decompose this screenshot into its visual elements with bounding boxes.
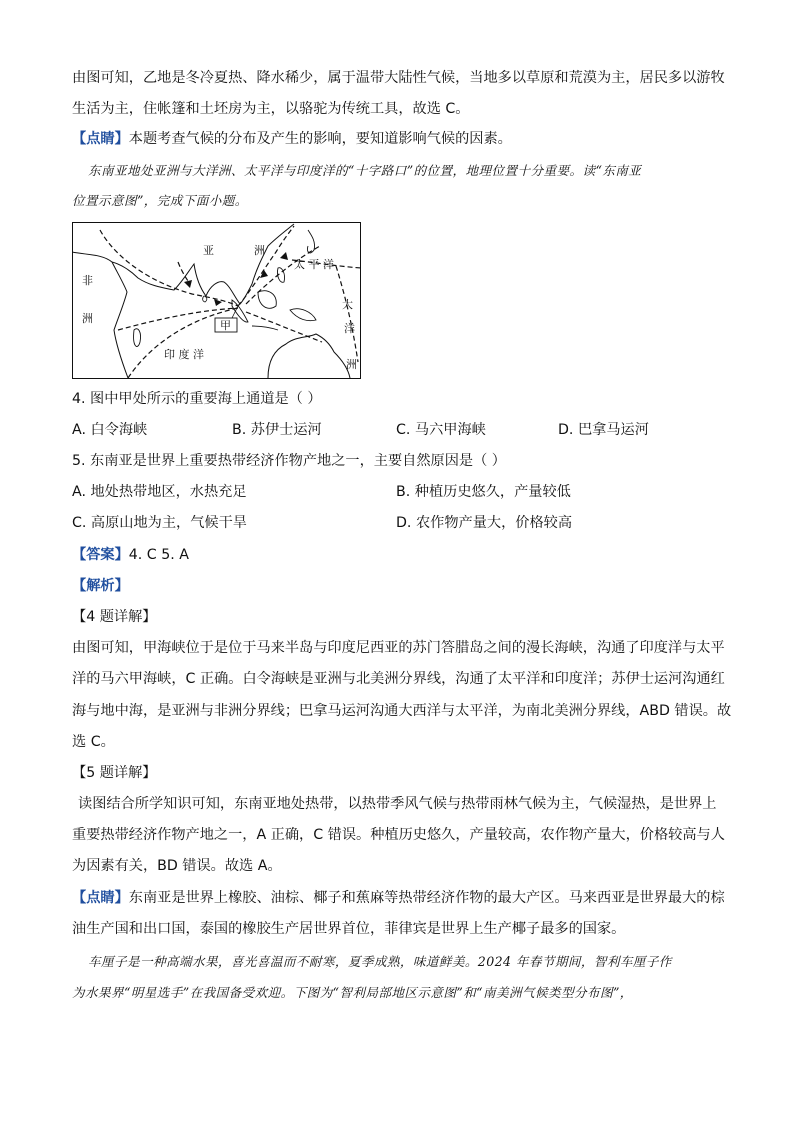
answer-text: 4. C 5. A: [128, 547, 189, 563]
label-africa-2: 洲: [82, 312, 93, 325]
analysis-tag: 【解析】: [72, 578, 129, 594]
dianjing2-line1: 东南亚是世界上橡胶、油棕、椰子和蕉麻等热带经济作物的最大产区。马来西亚是世界最大的棕: [128, 890, 725, 906]
detail5-line2: 重要热带经济作物产地之一，A 正确，C 错误。种植历史悠久，产量较高，农作物产量大，价格较高与人: [72, 827, 725, 843]
q4-option-d[interactable]: D. 巴拿马运河: [558, 422, 649, 438]
dianjing-text: 本题考查气候的分布及产生的影响，要知道影响气候的因素。: [128, 131, 512, 147]
label-oceania-3: 洲: [346, 358, 357, 371]
label-africa-1: 非: [82, 274, 93, 287]
q5-option-d[interactable]: D. 农作物产量大，价格较高: [396, 515, 573, 531]
dianjing-tag: 【点睛】: [72, 131, 129, 147]
q5-stem: 5. 东南亚是世界上重要热带经济作物产地之一，主要自然原因是（ ）: [72, 453, 506, 469]
q4-option-c[interactable]: C. 马六甲海峡: [396, 422, 486, 438]
detail4-line2: 洋的马六甲海峡，C 正确。白令海峡是亚洲与北美洲分界线，沟通了太平洋和印度洋；苏伊士运河沟通红: [72, 671, 725, 687]
next-stem-line1: 车厘子是一种高端水果，喜光喜温而不耐寒，夏季成熟，味道鲜美。2024 年春节期间，智利车厘子作: [88, 954, 672, 969]
detail5-line3: 为因素有关，BD 错误。故选 A。: [72, 858, 282, 874]
label-pacific: 太 平 洋: [294, 258, 334, 271]
para1-line1: 由图可知，乙地是冬冷夏热、降水稀少，属于温带大陆性气候，当地多以草原和荒漠为主，居民多以游牧: [72, 70, 725, 86]
detail5-line1: 读图结合所学知识可知，东南亚地处热带，以热带季风气候与热带雨林气候为主，气候湿热，是世界上: [78, 796, 717, 812]
stem-line1: 东南亚地处亚洲与大洋洲、太平洋与印度洋的“十字路口”的位置，地理位置十分重要。读“东南亚: [88, 163, 642, 178]
label-indian-ocean: 印 度 洋: [164, 348, 204, 361]
q5-option-b[interactable]: B. 种植历史悠久，产量较低: [396, 484, 571, 500]
southeast-asia-location-map: [72, 222, 361, 379]
detail4-tag: 【4 题详解】: [72, 609, 157, 625]
dianjing2-tag: 【点睛】: [72, 890, 129, 906]
dianjing-2: [72, 888, 725, 908]
stem-line2: 位置示意图”，完成下面小题。: [72, 193, 248, 208]
dianjing-1: [72, 129, 512, 149]
detail4-line1: 由图可知，甲海峡位于是位于马来半岛与印度尼西亚的苏门答腊岛之间的漫长海峡，沟通了印度洋与太平: [72, 640, 725, 656]
answer-tag: 【答案】: [72, 547, 129, 563]
q4-option-b[interactable]: B. 苏伊士运河: [232, 422, 322, 438]
q5-option-c[interactable]: C. 高原山地为主，气候干旱: [72, 515, 247, 531]
label-asia-1: 亚: [203, 244, 214, 257]
detail4-line4: 选 C。: [72, 734, 115, 750]
q5-option-a[interactable]: A. 地处热带地区，水热充足: [72, 484, 247, 500]
answer-line: [72, 545, 189, 565]
detail4-line3: 海与地中海，是亚洲与非洲分界线；巴拿马运河沟通大西洋与太平洋，为南北美洲分界线，ABD 错误。故: [72, 703, 732, 719]
label-oceania-2: 洋: [344, 322, 355, 335]
label-oceania-1: 大: [342, 298, 353, 311]
next-stem-line2: 为水果界“明星选手”在我国备受欢迎。下图为“智利局部地区示意图”和“南美洲气候类型分布图”，: [72, 985, 633, 1000]
q4-stem: 4. 图中甲处所示的重要海上通道是（ ）: [72, 391, 322, 407]
label-asia-2: 洲: [254, 244, 265, 257]
q4-option-a[interactable]: A. 白令海峡: [72, 422, 148, 438]
detail5-tag: 【5 题详解】: [72, 765, 157, 781]
dianjing2-line2: 油生产国和出口国，泰国的橡胶生产居世界首位，菲律宾是世界上生产椰子最多的国家。: [72, 921, 626, 937]
label-jia: 甲: [220, 319, 231, 332]
para1-line2: 生活为主，住帐篷和土坯房为主，以骆驼为传统工具，故选 C。: [72, 101, 470, 117]
